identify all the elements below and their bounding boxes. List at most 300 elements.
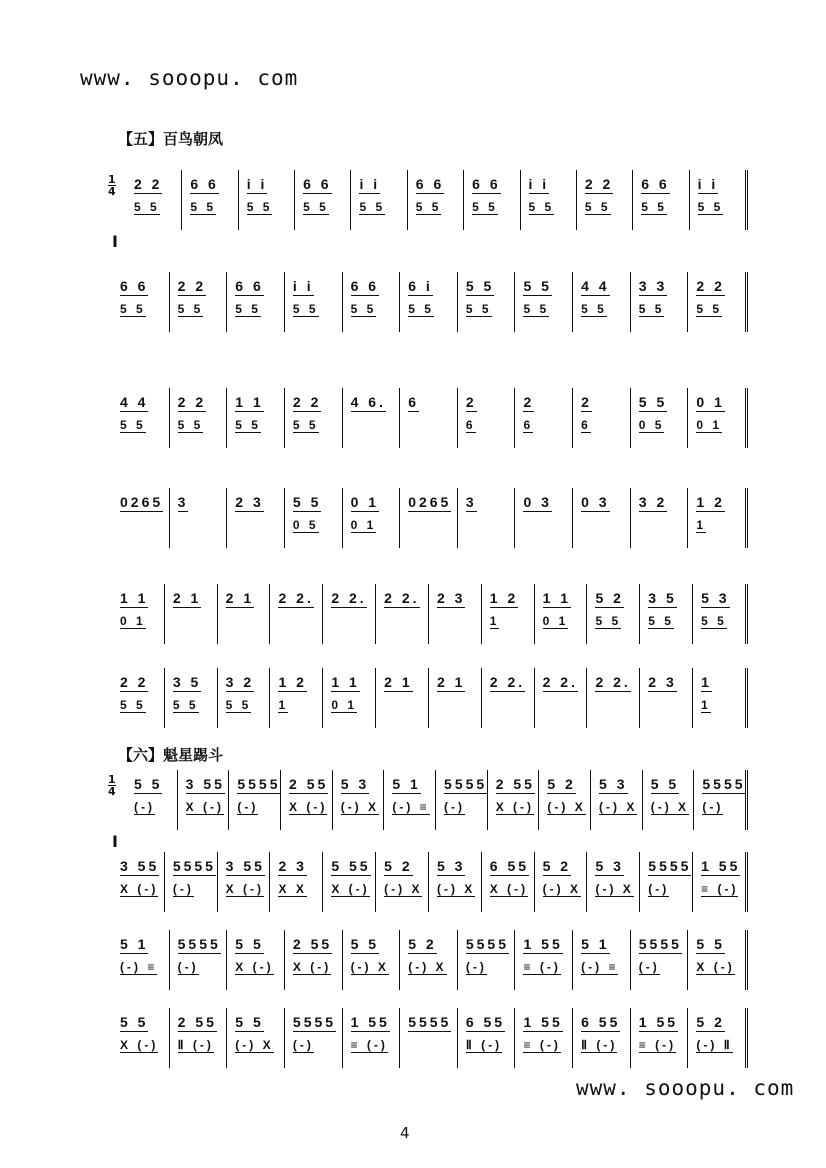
accompaniment-notes: X X	[278, 882, 307, 896]
melody-notes: 5 5	[235, 936, 264, 952]
accompaniment-notes: X (-)	[289, 800, 328, 814]
accompaniment-notes: 6	[581, 418, 591, 432]
accompaniment-notes: X (-)	[495, 800, 535, 814]
melody-notes: 0265	[408, 494, 452, 510]
melody-notes: 0 1	[350, 494, 380, 510]
accompaniment-notes: 5 5	[235, 418, 261, 432]
accompaniment-notes: 0 5	[292, 518, 319, 532]
measure	[400, 488, 458, 548]
accompaniment-notes: (-) X	[340, 800, 380, 814]
measure	[178, 770, 230, 830]
measure	[112, 488, 170, 548]
notation-system	[112, 1008, 748, 1068]
measure	[333, 770, 385, 830]
measure	[631, 388, 689, 448]
accompaniment-notes: 5 5	[292, 302, 319, 316]
measure	[429, 668, 482, 728]
measure	[281, 770, 333, 830]
melody-notes: 6 6	[303, 176, 332, 192]
melody-notes: 5 2	[547, 776, 576, 792]
measure	[285, 930, 343, 990]
measure	[482, 668, 535, 728]
melody-notes: 5 3	[595, 858, 624, 874]
accompaniment-notes: (-)	[292, 1038, 314, 1052]
accompaniment-notes: (-) Ⅱ	[696, 1038, 733, 1052]
measure-row	[112, 388, 748, 448]
accompaniment-notes: 6	[523, 418, 534, 432]
accompaniment-notes: 5 5	[465, 302, 492, 316]
melody-notes: 5555	[237, 776, 281, 792]
melody-notes: 5555	[408, 1014, 452, 1030]
melody-notes: 5 5	[134, 776, 163, 792]
measure	[464, 170, 520, 230]
accompaniment-notes: X (-)	[489, 882, 529, 896]
measure-row	[126, 770, 748, 830]
measure	[688, 930, 748, 990]
accompaniment-notes: 5 5	[246, 200, 273, 214]
measure	[227, 1008, 285, 1068]
melody-notes: 1 55	[523, 1014, 563, 1030]
melody-notes: 2 1	[172, 590, 202, 606]
measure	[429, 852, 482, 912]
accompaniment-notes: 5 5	[472, 200, 498, 214]
melody-notes: 2 2.	[542, 674, 578, 690]
melody-notes: 6	[408, 394, 419, 410]
measure	[643, 770, 695, 830]
accompaniment-notes: ≡ (-)	[701, 882, 739, 896]
accompaniment-notes: 5 5	[177, 418, 204, 432]
measure	[112, 388, 170, 448]
measure	[376, 584, 429, 644]
measure	[587, 584, 640, 644]
accompaniment-notes: (-) X	[650, 800, 690, 814]
measure	[694, 770, 748, 830]
measure	[573, 272, 631, 332]
accompaniment-notes: Ⅱ (-)	[177, 1038, 214, 1052]
measure-row	[112, 272, 748, 332]
melody-notes: 4 4	[120, 394, 149, 410]
measure	[270, 852, 323, 912]
accompaniment-notes: (-) X	[235, 1038, 274, 1052]
watermark-bottom: www. sooopu. com	[576, 1076, 795, 1100]
measure	[376, 852, 429, 912]
measure	[112, 1008, 170, 1068]
measure-row	[112, 852, 748, 912]
measure	[535, 668, 588, 728]
measure	[218, 668, 271, 728]
accompaniment-notes: (-)	[638, 960, 660, 974]
melody-notes: 2 2.	[489, 674, 526, 690]
measure	[573, 930, 631, 990]
measure	[693, 852, 748, 912]
measure	[343, 930, 401, 990]
measure	[126, 170, 182, 230]
melody-notes: 5 1	[120, 936, 149, 952]
melody-notes: 6 6	[350, 278, 380, 294]
notation-system	[112, 272, 748, 332]
accompaniment-notes: 5 5	[120, 302, 146, 316]
measure	[285, 388, 343, 448]
section-marker: I	[112, 832, 118, 851]
melody-notes: 6 i	[408, 278, 433, 294]
measure	[270, 584, 323, 644]
accompaniment-notes: 1	[489, 614, 500, 628]
accompaniment-notes: 1	[701, 698, 711, 712]
measure	[573, 488, 631, 548]
accompaniment-notes: 5 5	[172, 698, 199, 712]
melody-notes: 6 55	[489, 858, 530, 874]
measure	[436, 770, 488, 830]
measure	[688, 488, 748, 548]
melody-notes: 5 5	[696, 936, 725, 952]
measure	[408, 170, 464, 230]
measure	[458, 930, 516, 990]
measure	[587, 852, 640, 912]
notation-system	[112, 488, 748, 548]
accompaniment-notes: 5 5	[190, 200, 217, 214]
measure	[165, 668, 218, 728]
measure	[227, 930, 285, 990]
accompaniment-notes: 0 1	[542, 614, 569, 628]
accompaniment-notes: 5 5	[595, 614, 622, 628]
melody-notes: 5555	[172, 858, 216, 874]
time-signature	[108, 174, 116, 197]
melody-notes: 2 55	[289, 776, 329, 792]
notation-system	[112, 852, 748, 912]
notation-system	[112, 584, 748, 644]
melody-notes: 1 55	[523, 936, 563, 952]
measure	[218, 852, 271, 912]
melody-notes: 6 6	[641, 176, 670, 192]
measure	[515, 930, 573, 990]
melody-notes: 2 3	[436, 590, 466, 606]
melody-notes: 2 55	[292, 936, 333, 952]
melody-notes: 2 3	[278, 858, 307, 874]
melody-notes: 5 3	[701, 590, 730, 606]
accompaniment-notes: (-) ≡	[120, 960, 158, 974]
melody-notes: 6 6	[120, 278, 149, 294]
accompaniment-notes: 5 5	[523, 302, 550, 316]
measure	[429, 584, 482, 644]
melody-notes: 2	[523, 394, 535, 410]
melody-notes: 5 3	[599, 776, 628, 792]
melody-notes: 1 55	[350, 1014, 390, 1030]
measure	[640, 584, 693, 644]
accompaniment-notes: (-)	[177, 960, 199, 974]
melody-notes: 1 2	[489, 590, 519, 606]
measure-row	[112, 668, 748, 728]
melody-notes: 1 1	[542, 590, 572, 606]
accompaniment-notes: 5 5	[120, 698, 146, 712]
melody-notes: 3 2	[638, 494, 668, 510]
measure	[688, 388, 748, 448]
measure	[295, 170, 351, 230]
accompaniment-notes: 0 1	[350, 518, 377, 532]
melody-notes: 6 6	[415, 176, 445, 192]
melody-notes: 5 5	[523, 278, 552, 294]
accompaniment-notes: X (-)	[235, 960, 274, 974]
melody-notes: 5555	[465, 936, 509, 952]
melody-notes: i i	[528, 176, 550, 192]
measure	[112, 668, 165, 728]
melody-notes: 6 55	[581, 1014, 621, 1030]
melody-notes: i i	[697, 176, 719, 192]
melody-notes: 5 5	[350, 936, 380, 952]
accompaniment-notes: 5 5	[701, 614, 727, 628]
accompaniment-notes: 5 5	[641, 200, 667, 214]
time-signature-bottom: 4	[108, 785, 116, 798]
measure	[343, 1008, 401, 1068]
melody-notes: 5 2	[542, 858, 572, 874]
measure	[458, 272, 516, 332]
measure	[515, 388, 573, 448]
accompaniment-notes: 1	[278, 698, 289, 712]
accompaniment-notes: (-)	[465, 960, 487, 974]
melody-notes: 5 5	[650, 776, 680, 792]
measure	[400, 388, 458, 448]
measure	[165, 852, 218, 912]
measure	[458, 388, 516, 448]
measure	[323, 852, 376, 912]
melody-notes: 3 2	[225, 674, 255, 690]
melody-notes: 2 55	[177, 1014, 217, 1030]
measure	[285, 1008, 343, 1068]
melody-notes: 1 55	[638, 1014, 679, 1030]
measure	[170, 488, 228, 548]
melody-notes: 2	[581, 394, 592, 410]
measure	[343, 388, 401, 448]
time-signature	[108, 774, 116, 797]
section-title: 【六】魁星踢斗	[118, 746, 224, 764]
accompaniment-notes: (-) ≡	[581, 960, 619, 974]
measure	[539, 770, 591, 830]
measure	[458, 488, 516, 548]
melody-notes: 2 1	[436, 674, 466, 690]
measure	[227, 272, 285, 332]
accompaniment-notes: 5 5	[696, 302, 723, 316]
melody-notes: 1 1	[235, 394, 264, 410]
watermark-top: www. sooopu. com	[80, 66, 299, 90]
time-signature-bottom: 4	[108, 185, 116, 198]
measure	[126, 770, 178, 830]
melody-notes: 2 2	[584, 176, 614, 192]
accompaniment-notes: 0 5	[638, 418, 665, 432]
measure	[633, 170, 689, 230]
melody-notes: i i	[359, 176, 381, 192]
measure	[285, 272, 343, 332]
melody-notes: 3 3	[638, 278, 668, 294]
accompaniment-notes: 5 5	[581, 302, 607, 316]
measure	[218, 584, 271, 644]
measure	[170, 1008, 228, 1068]
melody-notes: 2 2	[292, 394, 322, 410]
measure	[688, 1008, 748, 1068]
accompaniment-notes: (-)	[172, 882, 194, 896]
melody-notes: 6 55	[465, 1014, 506, 1030]
melody-notes: 2 2	[134, 176, 163, 192]
measure	[573, 1008, 631, 1068]
melody-notes: 1 2	[278, 674, 307, 690]
measure	[577, 170, 633, 230]
measure	[535, 852, 588, 912]
melody-notes: 2 2	[696, 278, 725, 294]
melody-notes: 2 2.	[384, 590, 420, 606]
measure	[351, 170, 407, 230]
notation-system	[112, 930, 748, 990]
accompaniment-notes: (-)	[237, 800, 259, 814]
measure	[631, 1008, 689, 1068]
accompaniment-notes: X (-)	[292, 960, 332, 974]
measure	[482, 584, 535, 644]
melody-notes: 3	[177, 494, 189, 510]
accompaniment-notes: (-) X	[350, 960, 389, 974]
measure-row	[126, 170, 748, 230]
measure	[515, 1008, 573, 1068]
measure	[631, 272, 689, 332]
measure	[693, 668, 748, 728]
accompaniment-notes: (-) X	[408, 960, 447, 974]
melody-notes: 5555	[444, 776, 488, 792]
measure	[170, 930, 228, 990]
measure	[229, 770, 281, 830]
measure	[688, 272, 748, 332]
accompaniment-notes: 5 5	[359, 200, 386, 214]
accompaniment-notes: 5 5	[415, 200, 442, 214]
measure	[640, 668, 693, 728]
accompaniment-notes: 5 5	[648, 614, 674, 628]
measure	[165, 584, 218, 644]
melody-notes: 5 5	[120, 1014, 149, 1030]
measure	[573, 388, 631, 448]
melody-notes: 4 6.	[350, 394, 386, 410]
measure	[182, 170, 238, 230]
melody-notes: 2 3	[235, 494, 264, 510]
melody-notes: 1	[701, 674, 712, 690]
melody-notes: 2 1	[384, 674, 413, 690]
accompaniment-notes: (-) X	[547, 800, 586, 814]
melody-notes: 0265	[120, 494, 164, 510]
measure	[112, 272, 170, 332]
accompaniment-notes: (-) X	[384, 882, 423, 896]
section-title: 【五】百鸟朝凤	[118, 130, 224, 148]
accompaniment-notes: Ⅱ (-)	[581, 1038, 618, 1052]
melody-notes: 3	[465, 494, 477, 510]
measure	[112, 584, 165, 644]
measure	[631, 930, 689, 990]
melody-notes: 3 55	[120, 858, 160, 874]
section-marker: I	[112, 232, 118, 251]
accompaniment-notes: X (-)	[696, 960, 735, 974]
measure	[400, 1008, 458, 1068]
melody-notes: 5555	[702, 776, 746, 792]
measure	[640, 852, 693, 912]
accompaniment-notes: 0 1	[696, 418, 723, 432]
accompaniment-notes: (-)	[134, 800, 155, 814]
melody-notes: 5555	[648, 858, 692, 874]
accompaniment-notes: 5 5	[528, 200, 555, 214]
accompaniment-notes: 5 5	[638, 302, 665, 316]
measure-row	[112, 584, 748, 644]
melody-notes: 1 1	[331, 674, 360, 690]
measure	[270, 668, 323, 728]
melody-notes: 4 4	[581, 278, 610, 294]
measure	[343, 272, 401, 332]
measure	[384, 770, 436, 830]
melody-notes: 2 2	[120, 674, 149, 690]
melody-notes: 5 5	[292, 494, 322, 510]
accompaniment-notes: (-)	[702, 800, 724, 814]
measure	[376, 668, 429, 728]
accompaniment-notes: ≡ (-)	[523, 960, 561, 974]
melody-notes: 5 2	[384, 858, 413, 874]
melody-notes: 2 55	[495, 776, 535, 792]
accompaniment-notes: 5 5	[134, 200, 160, 214]
measure-row	[112, 930, 748, 990]
measure	[227, 488, 285, 548]
melody-notes: 2 2	[177, 278, 207, 294]
melody-notes: 5 2	[408, 936, 437, 952]
measure	[400, 930, 458, 990]
melody-notes: 5 2	[595, 590, 624, 606]
melody-notes: 5555	[177, 936, 221, 952]
measure	[112, 852, 165, 912]
measure	[690, 170, 748, 230]
accompaniment-notes: (-) X	[595, 882, 634, 896]
melody-notes: 5 5	[465, 278, 495, 294]
accompaniment-notes: 5 5	[350, 302, 377, 316]
accompaniment-notes: 0 1	[331, 698, 357, 712]
melody-notes: 5555	[638, 936, 682, 952]
melody-notes: 2 1	[225, 590, 255, 606]
measure	[227, 388, 285, 448]
accompaniment-notes: X (-)	[225, 882, 264, 896]
melody-notes: 1 1	[120, 590, 149, 606]
accompaniment-notes: (-)	[648, 882, 670, 896]
melody-notes: 6 6	[472, 176, 501, 192]
melody-notes: 1 2	[696, 494, 725, 510]
notation-system	[112, 388, 748, 448]
accompaniment-notes: 0 1	[120, 614, 146, 628]
melody-notes: 0 3	[581, 494, 610, 510]
accompaniment-notes: 5 5	[120, 418, 146, 432]
accompaniment-notes: (-) ≡	[392, 800, 430, 814]
accompaniment-notes: 6	[465, 418, 476, 432]
time-signature-top: 1	[108, 773, 116, 786]
measure	[521, 170, 577, 230]
measure	[515, 488, 573, 548]
melody-notes: 2 2.	[278, 590, 314, 606]
melody-notes: 5 2	[696, 1014, 725, 1030]
measure	[170, 272, 228, 332]
melody-notes: 5 1	[581, 936, 610, 952]
melody-notes: 5 5	[235, 1014, 264, 1030]
melody-notes: 6 6	[190, 176, 219, 192]
notation-system	[108, 770, 748, 851]
melody-notes: 6 6	[235, 278, 264, 294]
measure	[482, 852, 535, 912]
melody-notes: i i	[292, 278, 314, 294]
melody-notes: 0 1	[696, 394, 725, 410]
accompaniment-notes: 5 5	[225, 698, 252, 712]
measure	[239, 170, 295, 230]
measure	[535, 584, 588, 644]
accompaniment-notes: X (-)	[331, 882, 370, 896]
measure	[285, 488, 343, 548]
melody-notes: 2 2.	[595, 674, 631, 690]
melody-notes: i i	[246, 176, 268, 192]
measure	[400, 272, 458, 332]
accompaniment-notes: 5 5	[697, 200, 724, 214]
